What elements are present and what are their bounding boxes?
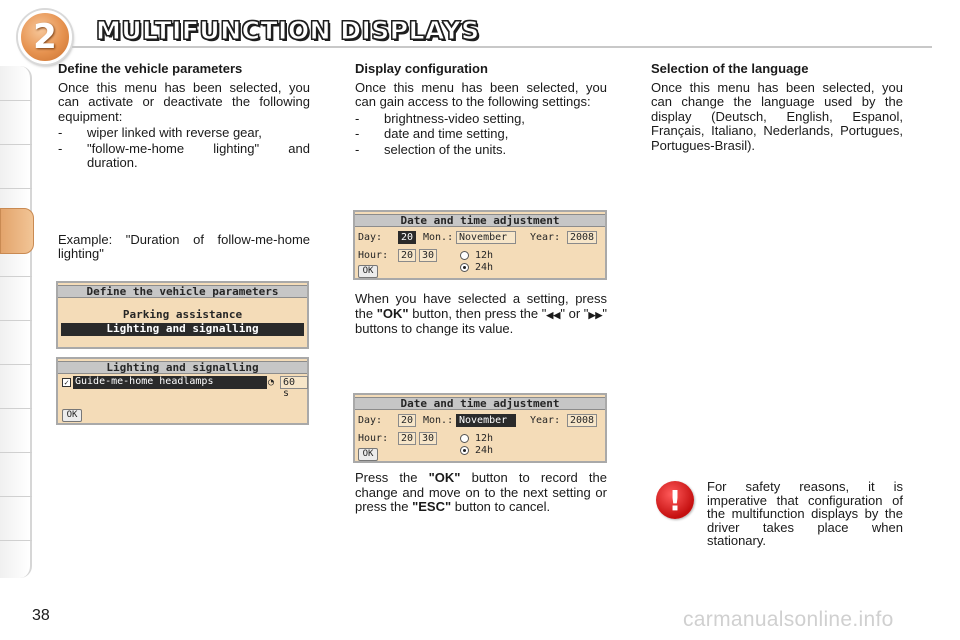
list-item: - date and time setting, <box>355 127 607 142</box>
hour-label: Hour: <box>358 433 389 444</box>
menu-item-lighting-signalling: Lighting and signalling <box>61 323 304 336</box>
screen-date-time-1 <box>353 210 607 280</box>
year-label: Year: <box>530 232 561 243</box>
section-heading: Define the vehicle parameters <box>58 61 243 76</box>
tab-divider <box>0 144 32 145</box>
example-text: Example: "Duration of follow-me-home lighting" <box>58 231 310 261</box>
screen-title: Date and time adjustment <box>355 214 605 227</box>
hour-label: Hour: <box>358 250 389 261</box>
menu-item-parking-assistance: Parking assistance <box>122 308 243 321</box>
text-run: Press the <box>355 470 429 485</box>
text-run: button to record the change and move on to the next setting or press the <box>355 470 607 514</box>
radio-12h <box>460 251 469 260</box>
settings-list <box>355 112 607 158</box>
year-label: Year: <box>530 415 561 426</box>
section-heading: Display configuration <box>355 61 488 76</box>
month-label: Mon.: <box>423 415 454 426</box>
ok-button-screen: OK <box>358 265 378 278</box>
screen-title: Date and time adjustment <box>355 397 605 410</box>
header-divider <box>72 46 932 48</box>
clock-icon: ◔ <box>268 377 275 388</box>
chapter-badge <box>18 10 72 64</box>
tab-divider <box>0 364 32 365</box>
day-field: 20 <box>398 414 416 427</box>
list-item: - wiper linked with reverse gear, <box>58 126 310 141</box>
day-label: Day: <box>358 415 383 426</box>
year-field: 2008 <box>567 231 597 244</box>
screen-lighting-signalling <box>56 357 309 425</box>
radio-24h <box>460 446 469 455</box>
hour-field: 20 <box>398 249 416 262</box>
tab-divider <box>0 276 32 277</box>
watermark: carmanualsonline.info <box>683 608 894 631</box>
paragraph: Once this menu has been selected, you can gain access to the following settings: <box>355 79 607 109</box>
select-setting-paragraph <box>355 292 607 337</box>
ok-key-label: "OK" <box>428 470 461 485</box>
rewind-arrow-icon: ◀◀ <box>546 309 561 320</box>
tab-divider <box>0 452 32 453</box>
year-field: 2008 <box>567 414 597 427</box>
column-language-selection <box>651 62 903 153</box>
column-display-configuration <box>355 62 607 158</box>
ok-button-screen: OK <box>62 409 82 422</box>
active-chapter-tab <box>0 208 34 254</box>
screen-date-time-2 <box>353 393 607 463</box>
tab-divider <box>0 188 32 189</box>
tab-divider <box>0 320 32 321</box>
month-field: November <box>456 414 516 427</box>
esc-key-label: "ESC" <box>412 499 452 514</box>
section-heading: Selection of the language <box>651 61 809 76</box>
guide-me-home-row: Guide-me-home headlamps <box>73 376 267 389</box>
list-item: - brightness-video setting, <box>355 112 607 127</box>
duration-value: 60 s <box>280 376 308 389</box>
chapter-number: 2 <box>33 17 57 57</box>
tab-divider <box>0 408 32 409</box>
text-run: button, then press the " <box>408 305 547 321</box>
paragraph: Once this menu has been selected, you can change the language used by the display (Deutsch, English, Espanol, Français, Italiano, Nederlands, Portugues, Portugues-Brasil). <box>651 79 903 153</box>
label-12h: 12h <box>475 433 494 444</box>
tab-divider <box>0 496 32 497</box>
paragraph: Once this menu has been selected, you can activate or deactivate the following equipment: <box>58 79 310 124</box>
page-number: 38 <box>32 607 50 624</box>
warning-icon <box>656 481 694 519</box>
list-item: - selection of the units. <box>355 143 607 158</box>
exclamation-glyph: ! <box>668 483 682 517</box>
text-run: " buttons to change its value. <box>355 305 608 336</box>
checkbox-icon: ✓ <box>62 378 71 387</box>
label-12h: 12h <box>475 250 494 261</box>
tab-divider <box>0 540 32 541</box>
text-run: " or " <box>560 305 589 321</box>
text-run: When you have selected a setting, press the <box>355 291 607 321</box>
hour-field: 20 <box>398 432 416 445</box>
column-vehicle-parameters <box>58 62 310 262</box>
screen-vehicle-parameters <box>56 281 309 349</box>
screen-title: Define the vehicle parameters <box>58 285 307 298</box>
chapter-tab-bar <box>0 66 32 578</box>
label-24h: 24h <box>475 262 494 273</box>
list-item: - "follow-me-home lighting" and duration. <box>58 142 310 171</box>
ok-key-label: "OK" <box>376 305 409 321</box>
ok-button-screen: OK <box>358 448 378 461</box>
page-title: MULTIFUNCTION DISPLAYS <box>96 16 480 45</box>
month-field: November <box>456 231 516 244</box>
minute-field: 30 <box>419 432 437 445</box>
day-field: 20 <box>398 231 416 244</box>
month-label: Mon.: <box>423 232 454 243</box>
safety-warning-text: For safety reasons, it is imperative that configuration of the multifunction displays by the driver takes place when stationary. <box>707 479 903 548</box>
day-label: Day: <box>358 232 383 243</box>
radio-24h <box>460 263 469 272</box>
radio-12h <box>460 434 469 443</box>
label-24h: 24h <box>475 445 494 456</box>
minute-field: 30 <box>419 249 437 262</box>
equipment-list <box>58 126 310 171</box>
forward-arrow-icon: ▶▶ <box>588 309 603 320</box>
tab-divider <box>0 100 32 101</box>
text-run: button to cancel. <box>451 499 551 514</box>
screen-title: Lighting and signalling <box>58 361 307 374</box>
record-change-paragraph <box>355 471 607 515</box>
